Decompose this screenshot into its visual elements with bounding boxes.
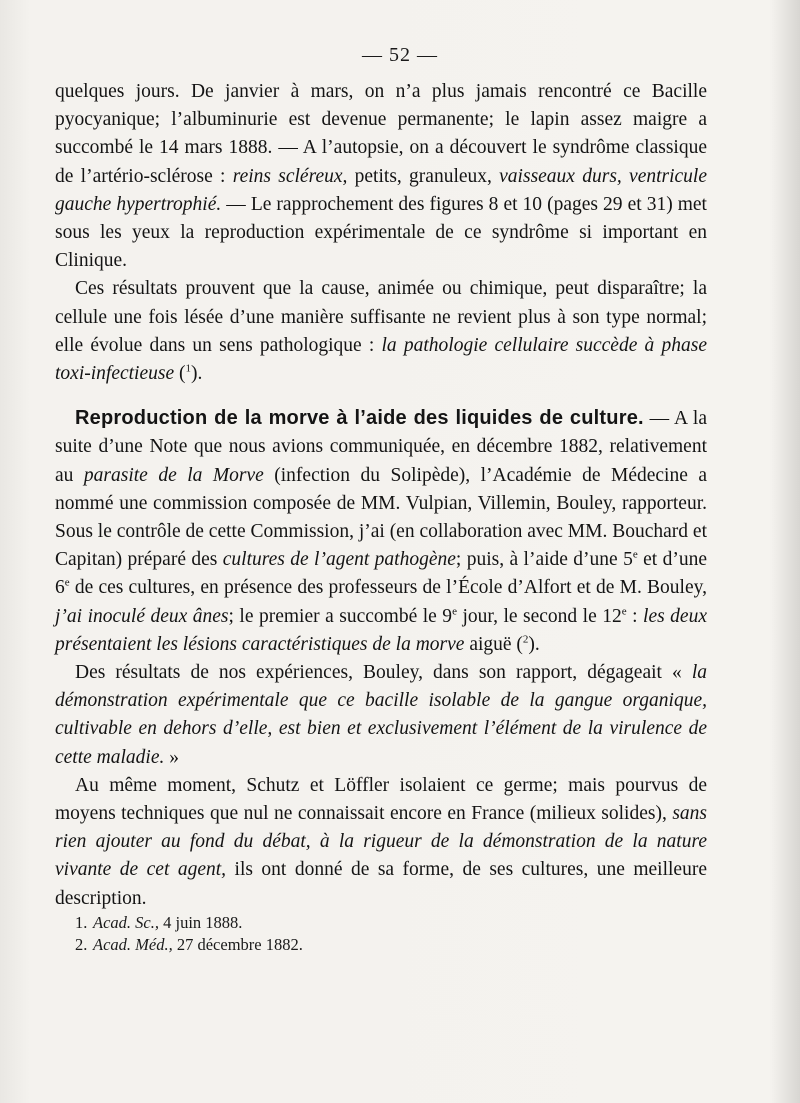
text-run: Des résultats de nos expériences, Bouley, dans son rapport, dégageait « [75,662,692,684]
paragraph [55,772,707,913]
text-run: et d’une 6 [55,549,708,599]
text-run: Au même moment, Schutz et Löffler isolaient ce germe; mais pourvus de moyens techniques que nul ne connaissait encore en France (milieux solides), [55,774,707,825]
text-run: ; le premier a succombé le 9 [228,605,453,627]
text-run: — Le rapprochement des figures 8 et 10 (pages 29 et 31) met sous les yeux la reproduction expérimentale de ce syndrôme si important en Clinique. [55,193,707,272]
italic-text: Acad. Sc., [93,913,159,932]
text-run: : [626,605,644,627]
text-run: de ces cultures, en présence des professeurs de l’École d’Alfort et de M. Bouley, [69,577,707,599]
text-run: ; puis, à l’aide d’une 5 [455,549,633,571]
section-gap [55,388,707,404]
body-text [55,78,707,913]
footnote-number: 2. [75,935,88,954]
text-run: ( [174,363,186,385]
text-run: 27 décembre 1882. [172,935,303,954]
text-run: ). [528,633,540,655]
text-run: aiguë ( [464,633,523,655]
footnote-number: 1. [75,913,88,932]
italic-text: la pathologie cellulaire succède à phase toxi-infectieuse [55,334,707,385]
text-run: quelques jours. De janvier à mars, on n’a plus jamais rencontré ce Bacille pyocyanique; l’albuminurie est devenue permanente; le lapin assez maigre a succombé le 14 mars 1888. — A l’autopsie, on a découvert le syndrôme classique de l’artério-sclérose : [55,81,707,187]
superscript: 2 [522,633,529,646]
italic-text: parasite de la Morve [83,464,264,486]
italic-text: j’ai inoculé deux ânes [55,605,229,627]
text-run: petits, granuleux, [347,165,500,187]
footnote-1 [75,912,575,934]
superscript: e [64,576,70,589]
footnotes [75,912,575,956]
text-run: ). [191,363,203,385]
superscript: 1 [185,362,191,375]
text-run: jour, le second le 12 [456,605,622,627]
superscript: e [621,605,627,618]
superscript: e [452,605,457,618]
italic-text: vaisseaux durs, ventricule gauche hypertrophié. [55,165,708,215]
italic-text: cultures de l’agent pathogène [222,549,456,571]
italic-text: reins scléreux, [232,165,348,187]
paragraph [55,659,707,772]
paragraph [55,78,707,275]
paragraph [55,275,707,388]
page-number: — 52 — [362,44,438,66]
text-run: ils ont donné de sa forme, de ses cultures, une meilleure description. [55,859,707,909]
section-heading: Reproduction de la morve à l’aide des liquides de culture. [75,407,644,430]
italic-text: sans rien ajouter au fond du débat, à la rigueur de la démonstration de la nature vivante de cet agent, [55,803,707,881]
text-run: 4 juin 1888. [158,913,243,932]
section-paragraph-morve [55,404,707,659]
text-run: Ces résultats prouvent que la cause, animée ou chimique, peut disparaître; la cellule une fois lésée d’une manière suffisante ne revient plus à son type normal; elle évolue dans un sens pathologique : [55,278,707,356]
italic-text: la démonstration expérimentale que ce bacille isolable de la gangue organique, cultivable en dehors d’elle, est bien et exclusivement l’élément de la virulence de cette maladie. [55,662,707,768]
footnote-2 [75,934,575,956]
text-run: (infection du Solipède), l’Académie de Médecine a nommé une commission composée de MM. Vulpian, Villemin, Bouley, rapporteur. Sous le contrôle de cette Commission, j’ai (en collaboration avec MM. Bouchard et Capitan) préparé des [55,464,708,571]
superscript: e [632,548,638,561]
italic-text: les deux présentaient les lésions caractéristiques de la morve [55,605,707,655]
text-run: — A la suite d’une Note que nous avions communiquée, en décembre 1882, relativement au [55,408,707,486]
text-run: » [164,746,179,768]
italic-text: Acad. Méd., [93,935,173,954]
